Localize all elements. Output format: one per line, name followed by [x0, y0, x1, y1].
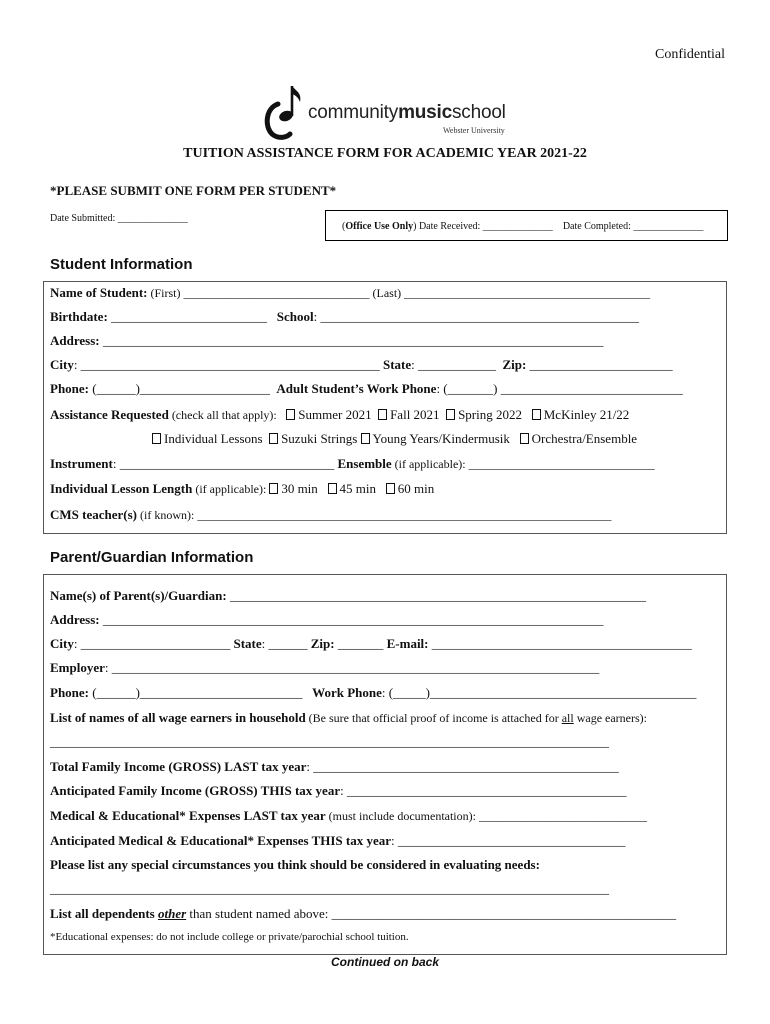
- lesson-length-row: Individual Lesson Length (if applicable): 30 min 45 min 60 min: [50, 481, 435, 496]
- parent-address-row[interactable]: Address: _____________________________________________________________________________: [50, 612, 604, 627]
- special-circumstances-label: Please list any special circumstances you think should be considered in evaluating needs:: [50, 857, 540, 872]
- parent-section-heading: Parent/Guardian Information: [50, 549, 254, 566]
- checkbox-orchestra-ensemble[interactable]: Orchestra/Ensemble: [520, 431, 637, 446]
- student-birthdate-school-row[interactable]: Birthdate: ________________________ School: _________________________________________________: [50, 309, 639, 324]
- date-submitted-field[interactable]: Date Submitted: ______________: [50, 213, 188, 224]
- medical-last-year-row[interactable]: Medical & Educational* Expenses LAST tax year (must include documentation): ____________________________: [50, 808, 647, 823]
- office-use-box: (Office Use Only) Date Received: ______________ Date Completed: ______________: [325, 210, 728, 241]
- checkbox-icon[interactable]: [378, 409, 387, 420]
- student-name-row[interactable]: Name of Student: (First) _______________________________ (Last) _________________________________________: [50, 285, 651, 300]
- cms-teacher-row[interactable]: CMS teacher(s) (if known): _____________________________________________________________________: [50, 507, 612, 522]
- checkbox-icon[interactable]: [269, 433, 278, 444]
- checkbox-icon[interactable]: [446, 409, 455, 420]
- dependents-row[interactable]: List all dependents other than student named above: _____________________________________________________: [50, 906, 677, 921]
- program-options-row: [152, 431, 637, 447]
- checkbox-icon[interactable]: [520, 433, 529, 444]
- checkbox-30-min[interactable]: 30 min: [269, 481, 317, 496]
- checkbox-icon[interactable]: [532, 409, 541, 420]
- community-music-school-logo: [262, 82, 522, 142]
- music-note-c-logo-icon: [262, 82, 306, 142]
- office-date-completed[interactable]: Date Completed: ______________: [562, 221, 704, 232]
- checkbox-young-years[interactable]: Young Years/Kindermusik: [361, 431, 510, 446]
- student-city-state-zip-row[interactable]: City: ______________________________________________ State: ____________ Zip: ______________________: [50, 357, 673, 372]
- wage-earners-line[interactable]: ______________________________________________________________________________________: [50, 734, 609, 749]
- checkbox-icon[interactable]: [386, 483, 395, 494]
- continued-on-back: Continued on back: [331, 955, 439, 969]
- anticipated-income-row[interactable]: Anticipated Family Income (GROSS) THIS tax year: ___________________________________________: [50, 783, 627, 798]
- checkbox-mckinley[interactable]: McKinley 21/22: [532, 407, 630, 422]
- medical-this-year-row[interactable]: Anticipated Medical & Educational* Expenses THIS tax year: ___________________________________: [50, 833, 626, 848]
- special-circumstances-line[interactable]: ______________________________________________________________________________________: [50, 881, 609, 896]
- wage-earners-label-row: List of names of all wage earners in household (Be sure that official proof of income is attached for all wage earners):: [50, 710, 647, 725]
- checkbox-icon[interactable]: [269, 483, 278, 494]
- assistance-requested-row: Assistance Requested (check all that apply): Summer 2021 Fall 2021 Spring 2022 McKinley 21/22: [50, 407, 630, 422]
- student-address-row[interactable]: Address: _____________________________________________________________________________: [50, 333, 604, 348]
- total-income-row[interactable]: Total Family Income (GROSS) LAST tax year: _______________________________________________: [50, 759, 619, 774]
- office-date-received[interactable]: Date Received: ______________: [416, 221, 553, 232]
- instrument-ensemble-row[interactable]: Instrument: _________________________________ Ensemble (if applicable): _______________________________: [50, 456, 655, 471]
- logo-wordmark: communitymusicschool: [308, 102, 506, 123]
- parent-names-row[interactable]: Name(s) of Parent(s)/Guardian: ________________________________________________________________: [50, 588, 646, 603]
- checkbox-icon[interactable]: [286, 409, 295, 420]
- checkbox-suzuki-strings[interactable]: Suzuki Strings: [269, 431, 357, 446]
- student-phone-row[interactable]: Phone: (______)____________________ Adult Student’s Work Phone: (_______) ____________________________: [50, 381, 683, 396]
- submit-note: *PLEASE SUBMIT ONE FORM PER STUDENT*: [50, 183, 337, 198]
- educational-expenses-footnote: *Educational expenses: do not include college or private/parochial school tuition.: [50, 931, 409, 943]
- parent-employer-row[interactable]: Employer: ___________________________________________________________________________: [50, 660, 600, 675]
- form-title: TUITION ASSISTANCE FORM FOR ACADEMIC YEAR 2021-22: [183, 146, 587, 161]
- confidential-label: Confidential: [655, 47, 725, 62]
- parent-phone-row[interactable]: Phone: (______)_________________________ Work Phone: (_____)_________________________________________: [50, 685, 697, 700]
- checkbox-icon[interactable]: [328, 483, 337, 494]
- checkbox-individual-lessons[interactable]: Individual Lessons: [152, 431, 263, 446]
- logo-subtitle: Webster University: [443, 126, 505, 135]
- checkbox-icon[interactable]: [152, 433, 161, 444]
- parent-city-state-zip-email-row[interactable]: City: _______________________ State: ______ Zip: _______ E-mail: ________________________________________: [50, 636, 692, 651]
- checkbox-summer-2021[interactable]: Summer 2021: [286, 407, 371, 422]
- checkbox-45-min[interactable]: 45 min: [328, 481, 376, 496]
- checkbox-icon[interactable]: [361, 433, 370, 444]
- checkbox-60-min[interactable]: 60 min: [386, 481, 434, 496]
- checkbox-fall-2021[interactable]: Fall 2021: [378, 407, 439, 422]
- checkbox-spring-2022[interactable]: Spring 2022: [446, 407, 522, 422]
- student-section-heading: Student Information: [50, 256, 193, 273]
- office-use-label: Office Use Only: [345, 221, 414, 232]
